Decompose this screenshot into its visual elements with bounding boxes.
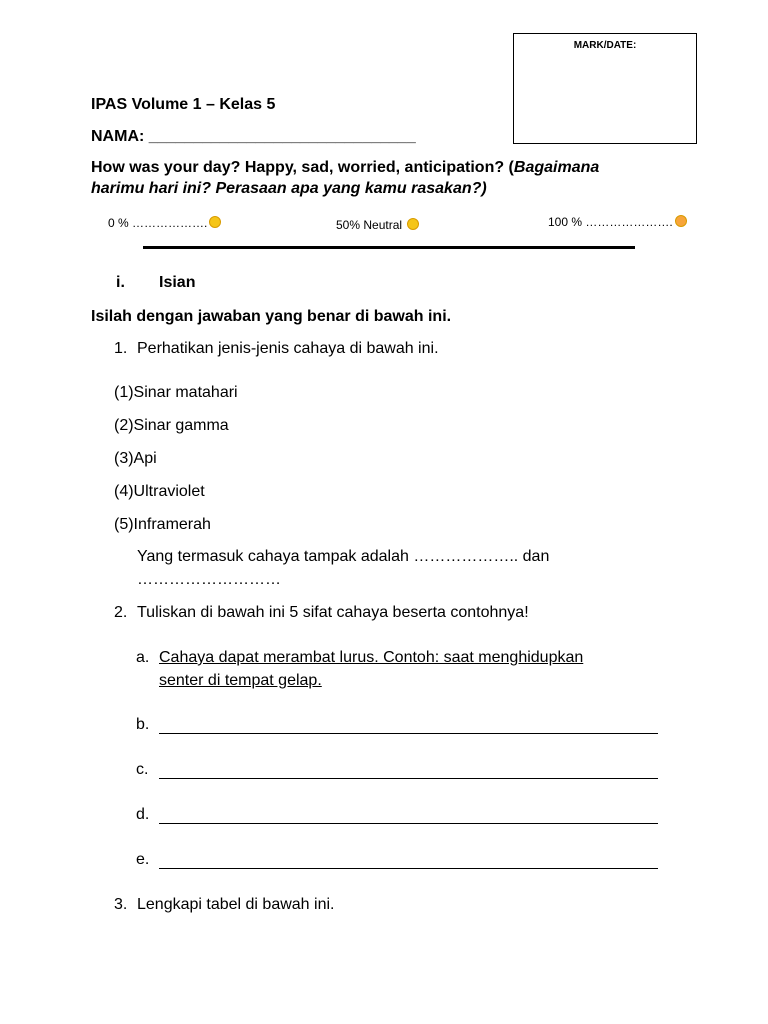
q2-answer-a-label: a. [136,649,150,666]
q2-answer-c-line[interactable] [159,778,658,779]
q1-answer-prompt-line2[interactable]: ……………………… [137,571,281,588]
q2-answer-d-label: d. [136,806,150,823]
section-number: i. [116,274,125,291]
grimace-face-icon [407,218,419,230]
q1-number: 1. [114,340,128,357]
q2-answer-a-line1: Cahaya dapat merambat lurus. Contoh: saat menghidupkan [159,649,584,666]
q2-number: 2. [114,604,128,621]
neutral-face-icon [209,216,221,228]
q2-answer-b-label: b. [136,716,150,733]
mood-question-text: How was your day? Happy, sad, worried, anticipation? ( [91,159,514,176]
q3-text: Lengkapi tabel di bawah ini. [137,896,335,913]
mark-date-label: MARK/DATE: [573,40,637,51]
q2-answer-e-label: e. [136,851,150,868]
section-divider [143,246,635,249]
mood-scale-low[interactable] [108,216,221,230]
q1-item-1: (1)Sinar matahari [114,384,238,401]
section-instruction: Isilah dengan jawaban yang benar di bawah ini. [91,308,452,325]
q1-item-2: (2)Sinar gamma [114,417,229,434]
mood-scale-mid-text: 50% Neutral [336,218,403,232]
q2-answer-d-line[interactable] [159,823,658,824]
section-title: Isian [159,274,196,291]
mood-question-line2: harimu hari ini? Perasaan apa yang kamu rasakan?) [91,180,487,197]
q1-text: Perhatikan jenis-jenis cahaya di bawah ini. [137,340,439,357]
worksheet-title: IPAS Volume 1 – Kelas 5 [91,96,276,113]
mood-scale-high-text: 100 % …………………. [548,215,673,229]
q3-number: 3. [114,896,128,913]
mood-scale-mid[interactable] [336,218,419,232]
q2-answer-e-line[interactable] [159,868,658,869]
mood-scale-high[interactable] [548,215,687,229]
q1-answer-prompt-line1[interactable]: Yang termasuk cahaya tampak adalah ……………….. dan [137,548,550,565]
q1-item-3: (3)Api [114,450,157,467]
q2-answer-b-line[interactable] [159,733,658,734]
q1-item-4: (4)Ultraviolet [114,483,205,500]
q2-answer-a-line2: senter di tempat gelap. [159,672,322,689]
q1-item-5: (5)Inframerah [114,516,211,533]
mark-date-box [513,33,697,144]
name-field[interactable]: NAMA: ______________________________ [91,128,416,145]
q2-answer-c-label: c. [136,761,149,778]
mood-scale-low-text: 0 % ………………. [108,216,208,230]
smiling-face-icon [675,215,687,227]
mood-question-italic: Bagaimana [513,159,600,176]
mood-question-line1 [91,159,599,177]
q2-text: Tuliskan di bawah ini 5 sifat cahaya beserta contohnya! [137,604,529,621]
